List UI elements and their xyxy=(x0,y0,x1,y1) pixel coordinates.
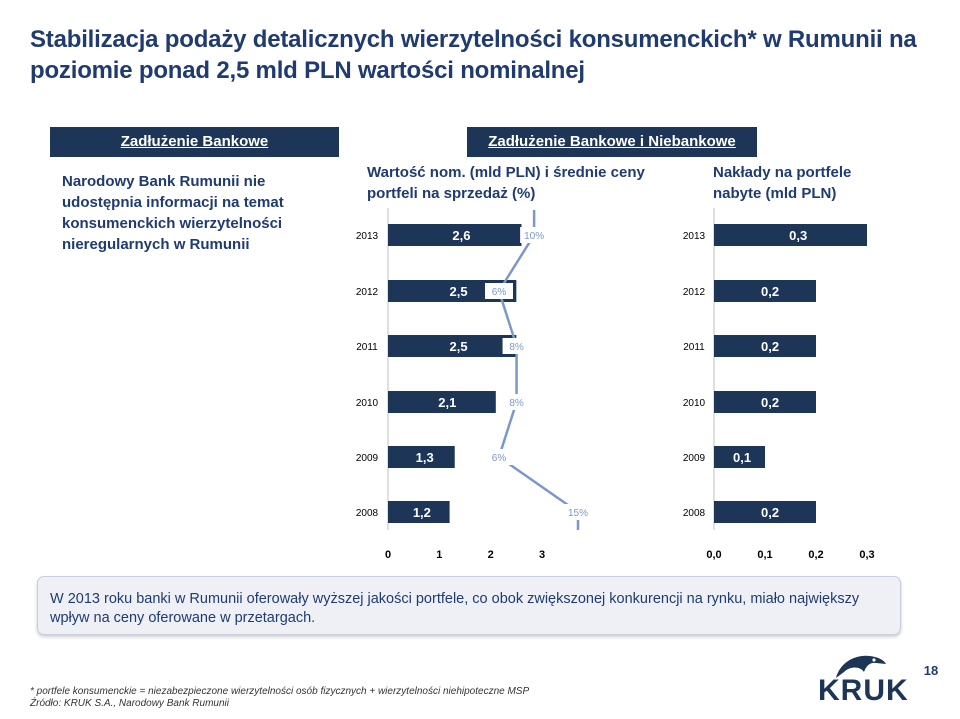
chart2-value-label: 0,2 xyxy=(761,339,780,354)
left-panel-header: Zadłużenie Bankowe xyxy=(50,127,339,157)
chart1-category-label: 2010 xyxy=(355,398,379,409)
chart2-tick-label: 0,0 xyxy=(706,549,722,561)
chart2-value-label: 0,2 xyxy=(761,284,780,299)
chart1-category-label: 2008 xyxy=(355,508,379,519)
kruk-logo-text: KRUK xyxy=(818,674,909,707)
chart1-category-label: 2012 xyxy=(355,287,379,298)
chart1 xyxy=(356,208,592,561)
chart2-value-label: 0,1 xyxy=(733,450,752,465)
footnote-definition: * portfele konsumenckie = niezabezpieczone wierzytelności osób fizycznych + wierzytelności niehipoteczne MSP xyxy=(30,686,530,697)
kruk-logo xyxy=(818,674,909,708)
left-panel-text: Narodowy Bank Rumunii nie udostępnia informacji na temat konsumenckich wierzytelności nieregularnych w Rumunii xyxy=(62,173,284,253)
chart2-tick-label: 0,1 xyxy=(757,549,773,561)
right-panel-header: Zadłużenie Bankowe i Niebankowe xyxy=(467,127,757,157)
chart1-line-label: 6% xyxy=(491,453,507,464)
chart1-line-label: 8% xyxy=(509,398,524,409)
chart1-value-label: 2,1 xyxy=(438,395,457,410)
chart1-value-label: 2,5 xyxy=(449,339,468,354)
chart2-category-label: 2013 xyxy=(682,231,706,242)
chart1-value-label: 2,6 xyxy=(452,228,471,243)
chart1-value-label: 2,5 xyxy=(449,284,468,299)
chart2-value-label: 0,2 xyxy=(761,395,780,410)
footnote-source: Źródło: KRUK S.A., Narodowy Bank Rumunii xyxy=(30,698,229,709)
chart2-category-label: 2010 xyxy=(682,398,706,409)
chart1-line-label: 10% xyxy=(524,231,545,242)
chart1-tick-label: 2 xyxy=(487,549,494,561)
chart2-value-label: 0,2 xyxy=(761,505,780,520)
page-title: Stabilizacja podaży detalicznych wierzytelności konsumenckich* w Rumunii na poziomie ponad 2,5 mld PLN wartości nominalnej xyxy=(30,26,917,84)
chart1-category-label: 2009 xyxy=(355,453,379,464)
chart2-category-label: 2008 xyxy=(682,508,706,519)
chart1-line-label: 8% xyxy=(509,342,524,353)
chart2-value-label: 0,3 xyxy=(789,228,808,243)
chart2-category-label: 2012 xyxy=(682,287,706,298)
chart2-tick-label: 0,3 xyxy=(859,549,875,561)
summary-note-text: W 2013 roku banki w Rumunii oferowały wyższej jakości portfele, co obok zwiększonej konkurencji na rynku, miało największy wpływ na ceny oferowane w przetargach. xyxy=(50,591,860,626)
summary-note xyxy=(37,576,901,635)
chart1-tick-label: 1 xyxy=(436,549,443,561)
chart1-title: Wartość nom. (mld PLN) i średnie ceny portfeli na sprzedaż (%) xyxy=(367,164,645,202)
chart2-category-label: 2011 xyxy=(683,342,705,353)
chart1-category-label: 2013 xyxy=(355,231,379,242)
chart1-price-line xyxy=(499,210,578,530)
chart1-value-label: 1,2 xyxy=(412,505,431,520)
chart1-tick-label: 3 xyxy=(538,549,546,561)
chart2-tick-label: 0,2 xyxy=(808,549,824,561)
chart1-line-label: 6% xyxy=(491,287,507,298)
chart1-category-label: 2011 xyxy=(356,342,378,353)
chart1-tick-label: 0 xyxy=(384,549,392,561)
page-number: 18 xyxy=(923,663,939,678)
chart2 xyxy=(683,208,875,561)
chart2-category-label: 2009 xyxy=(682,453,706,464)
footnote xyxy=(30,686,529,710)
chart2-title: Nakłady na portfele nabyte (mld PLN) xyxy=(713,164,852,202)
chart1-line-label: 15% xyxy=(567,508,589,519)
chart1-value-label: 1,3 xyxy=(415,450,434,465)
